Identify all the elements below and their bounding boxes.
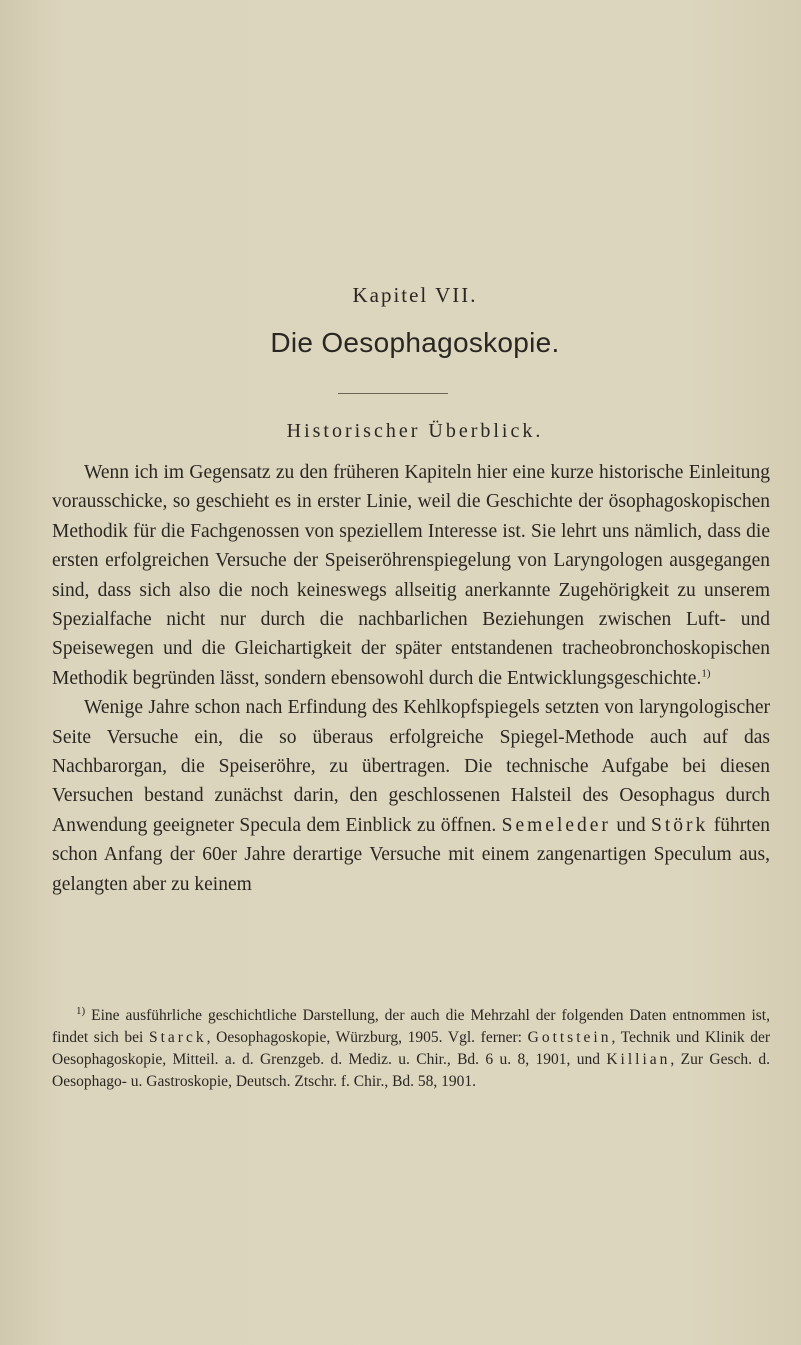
title-divider <box>338 393 448 394</box>
author-name-stoerk: Störk <box>651 814 709 836</box>
paragraph-1 <box>52 458 770 693</box>
footnote-reference: 1) <box>701 667 711 680</box>
paragraph-2-text-c: führten schon Anfang der 60er Jahre derartige Versuche mit einem zangenartigen Speculum aus, gelangten aber zu keinem <box>52 814 771 895</box>
footnote-text-b: , Oesophagoskopie, Würzburg, 1905. Vgl. ferner: <box>206 1029 528 1046</box>
page-title: Die Oesophagoskopie. <box>270 327 560 358</box>
book-page <box>52 0 778 1345</box>
footnote-text-c: , Technik und Klinik der Oesophagoskopie, Mitteil. a. d. Grenzgeb. d. Mediz. u. Chir., Bd. 6 u. 8, 1901, und <box>52 1029 771 1068</box>
chapter-heading: Kapitel VII. <box>352 283 478 307</box>
paragraph-2-text-b: und <box>610 814 652 836</box>
section-heading: Historischer Überblick. <box>286 420 544 442</box>
author-name-killian: Killian <box>606 1051 671 1068</box>
author-name-starck: Starck <box>149 1029 207 1046</box>
author-name-semeleder: Semeleder <box>501 814 611 836</box>
paragraph-1-text: Wenn ich im Gegensatz zu den früheren Kapiteln hier eine kurze historische Einleitung vorausschicke, so geschieht es in erster Linie, weil die Geschichte der ösophagoskopischen Methodik für die Fachgenossen von speziellem Interesse ist. Sie lehrt uns nämlich, dass die ersten erfolgreichen Versuche der Speiseröhrenspiegelung von Laryngologen ausgegangen sind, dass sich also die noch keineswegs allseitig anerkannte Zugehörigkeit zu unserem Spezialfache nicht nur durch die nachbarlichen Beziehungen zwischen Luft- und Speisewegen und die Gleichartigkeit der später entstandenen tracheobronchoskopischen Methodik begründen lässt, sondern ebensowohl durch die Entwicklungsgeschichte. <box>52 462 770 689</box>
footnote-marker: 1) <box>76 1004 86 1017</box>
author-name-gottstein: Gottstein <box>527 1029 612 1046</box>
paragraph-2-text-a: Wenige Jahre schon nach Erfindung des Kehlkopfspiegels setzten von laryngologischer Seite Versuche ein, die so überaus erfolgreiche Spiegel-Methode auch auf das Nachbarorgan, die Speiseröhre, zu übertragen. Die technische Aufgabe bei diesen Versuchen bestand zunächst darin, den geschlossenen Halsteil des Oesophagus durch Anwendung geeigneter Specula dem Einblick zu öffnen. <box>52 697 770 836</box>
paragraph-2 <box>52 693 770 899</box>
footnote-text-d: , Zur Gesch. d. Oesophago- u. Gastroskopie, Deutsch. Ztschr. f. Chir., Bd. 58, 1901. <box>52 1051 770 1090</box>
footnote <box>52 1005 770 1093</box>
body-text <box>52 458 770 899</box>
footnote-text-a: Eine ausführliche geschichtliche Darstellung, der auch die Mehrzahl der folgenden Daten entnommen ist, findet sich bei <box>52 1007 770 1046</box>
